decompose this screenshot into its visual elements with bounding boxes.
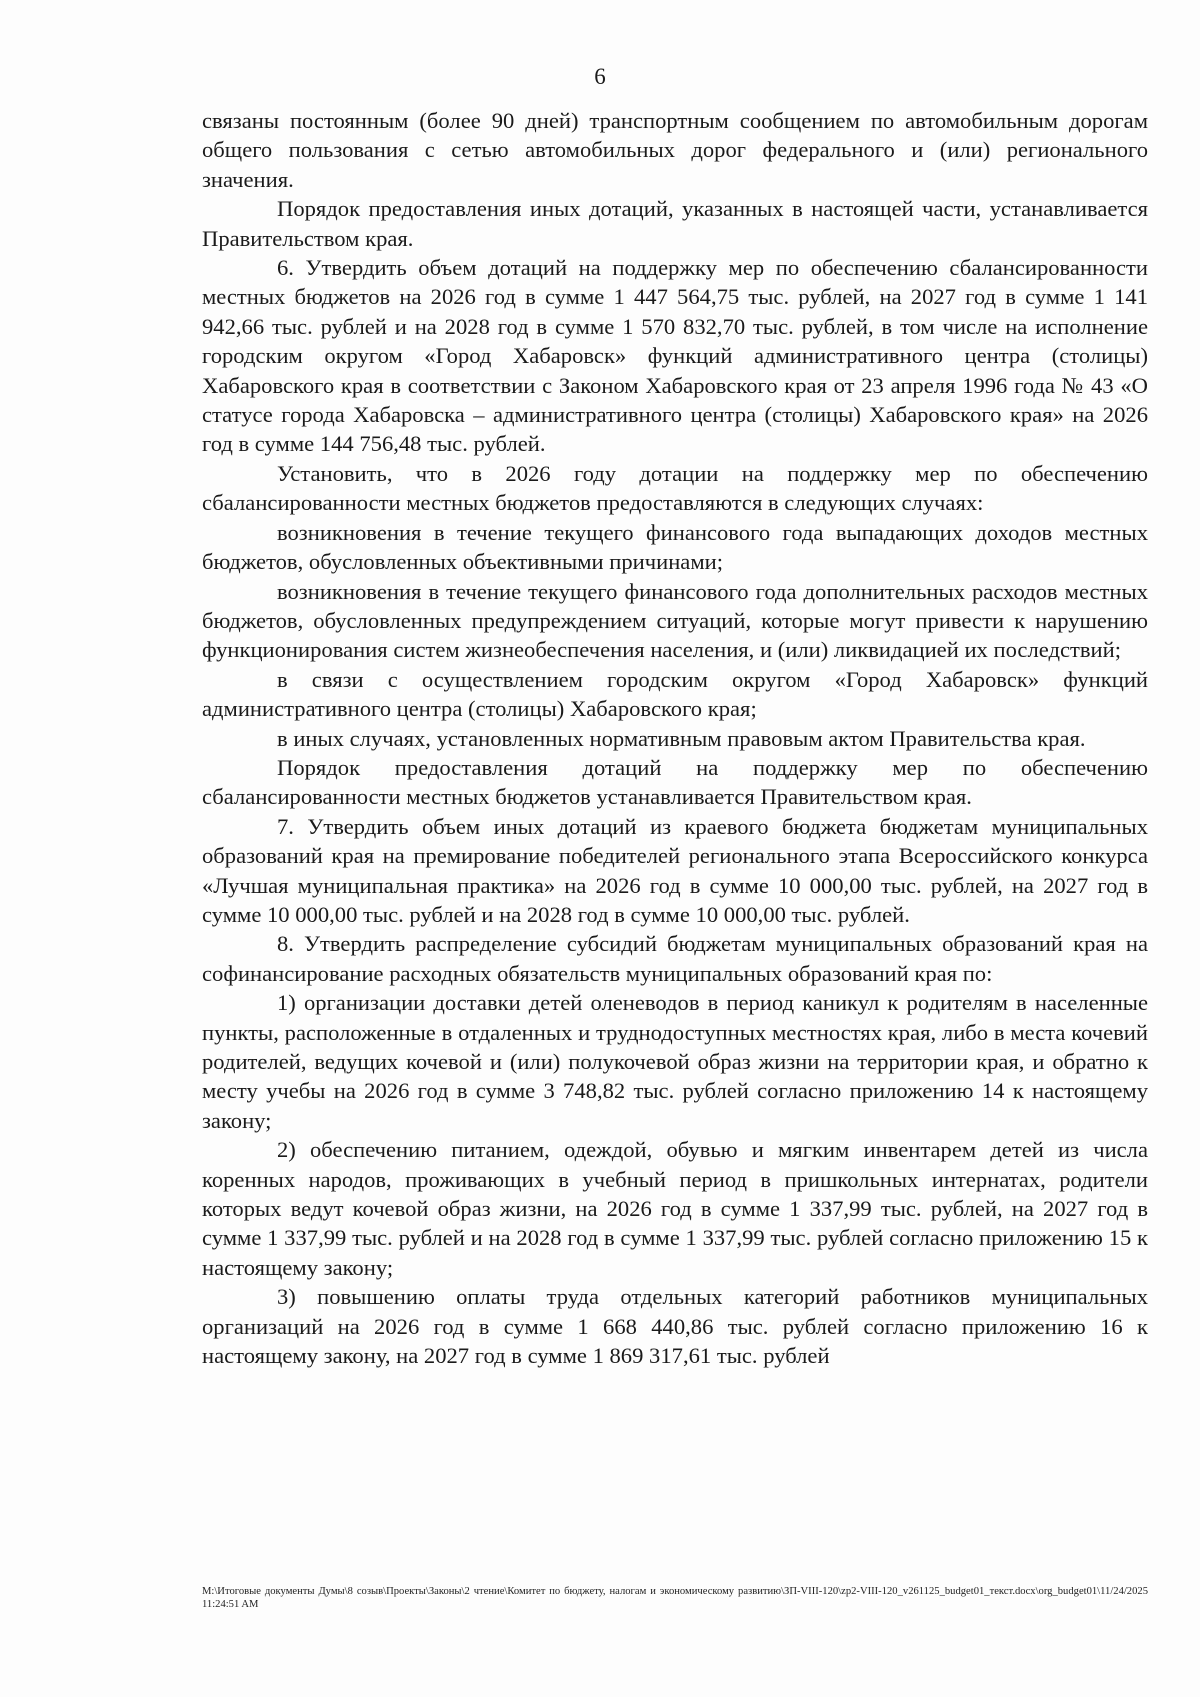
paragraph-case-item: возникновения в течение текущего финансового года дополнительных расходов местных бюджетов, обусловленных предупреждением ситуаций, которые могут привести к нарушению функционирования систем жизнеобеспечения населения, и (или) ликвидацией их последствий;	[202, 578, 1148, 663]
paragraph-clause-6: 6. Утвердить объем дотаций на поддержку мер по обеспечению сбалансированности местных бюджетов на 2026 год в сумме 1 447 564,75 тыс. рублей, на 2027 год в сумме 1 141 942,66 тыс. рублей и на 2028 год в сумме 1 570 832,70 тыс. рублей, в том числе на исполнение городским округом «Город Хабаровск» функций административного центра (столицы) Хабаровского края в соответствии с Законом Хабаровского края от 23 апреля 1996 года № 43 «О статусе города Хабаровска – административного центра (столицы) Хабаровского края» на 2026 год в сумме 144 756,48 тыс. рублей.	[202, 255, 1148, 457]
paragraph-case-item: возникновения в течение текущего финансового года выпадающих доходов местных бюджетов, обусловленных объективными причинами;	[202, 519, 1148, 575]
paragraph-case-item: в связи с осуществлением городским округом «Город Хабаровск» функций административного центра (столицы) Хабаровского края;	[202, 666, 1148, 722]
paragraph: Порядок предоставления иных дотаций, указанных в настоящей части, устанавливается Правительством края.	[202, 196, 1148, 251]
paragraph-case-item: в иных случаях, установленных нормативным правовым актом Правительства края.	[277, 725, 1086, 751]
paragraph-continuation: связаны постоянным (более 90 дней) транспортным сообщением по автомобильным дорогам общего пользования с сетью автомобильных дорог федерального и (или) регионального значения.	[202, 108, 1148, 192]
paragraph-subitem-1: 1) организации доставки детей оленеводов в период каникул к родителям в населенные пункты, расположенные в отдаленных и труднодоступных местностях края, либо в места кочевий родителей, ведущих кочевой и (или) полукочевой образ жизни на территории края, и обратно к месту учебы на 2026 год в сумме 3 748,82 тыс. рублей согласно приложению 14 к настоящему закону;	[202, 990, 1148, 1133]
paragraph: Порядок предоставления дотаций на поддержку мер по обеспечению сбалансированности местных бюджетов устанавливается Правительством края.	[202, 754, 1148, 810]
document-body	[202, 106, 1148, 1370]
paragraph-subitem-2: 2) обеспечению питанием, одеждой, обувью и мягким инвентарем детей из числа коренных народов, проживающих в учебный период в пришкольных интернатах, родители которых ведут кочевой образ жизни, на 2026 год в сумме 1 337,99 тыс. рублей, на 2027 год в сумме 1 337,99 тыс. рублей и на 2028 год в сумме 1 337,99 тыс. рублей согласно приложению 15 к настоящему закону;	[202, 1137, 1148, 1280]
paragraph-clause-7: 7. Утвердить объем иных дотаций из краевого бюджета бюджетам муниципальных образований края на премирование победителей регионального этапа Всероссийского конкурса «Лучшая муниципальная практика» на 2026 год в сумме 10 000,00 тыс. рублей, на 2027 год в сумме 10 000,00 тыс. рублей и на 2028 год в сумме 10 000,00 тыс. рублей.	[202, 813, 1148, 927]
page-number: 6	[594, 64, 606, 89]
paragraph-subitem-3: 3) повышению оплаты труда отдельных категорий работников муниципальных организаций на 2026 год в сумме 1 668 440,86 тыс. рублей согласно приложению 16 к настоящему закону, на 2027 год в сумме 1 869 317,61 тыс. рублей	[202, 1284, 1148, 1369]
paragraph-clause-8: 8. Утвердить распределение субсидий бюджетам муниципальных образований края на софинансирование расходных обязательств муниципальных образований края по:	[202, 931, 1148, 986]
paragraph: Установить, что в 2026 году дотации на поддержку мер по обеспечению сбалансированности местных бюджетов предоставляются в следующих случаях:	[202, 460, 1148, 516]
footer-file-path: M:\Итоговые документы Думы\8 созыв\Проекты\Законы\2 чтение\Комитет по бюджету, налогам и экономическому развитию\ЗП-VIII-120\zp2-VIII-120_v261125_budget01_текст.docx\org_budget01\11/24/2025 11:24:51 AM	[202, 1586, 1148, 1610]
